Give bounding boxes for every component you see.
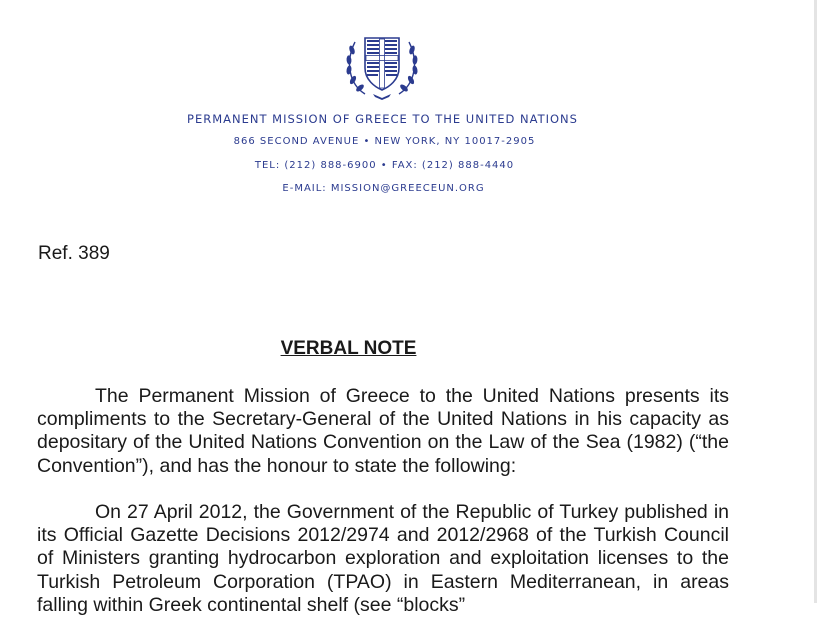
- letterhead-phone-fax: TEL: (212) 888-6900 • FAX: (212) 888-4440: [254, 160, 515, 171]
- letterhead-email: E-MAIL: MISSION@GREECEUN.ORG: [282, 183, 485, 194]
- reference-number: Ref. 389: [38, 243, 110, 264]
- letterhead-mission-name: PERMANENT MISSION OF GREECE TO THE UNITED NATIONS: [187, 112, 578, 126]
- letterhead-address: 866 SECOND AVENUE • NEW YORK, NY 10017-2905: [233, 136, 536, 147]
- body-paragraph: The Permanent Mission of Greece to the United Nations presents its compliments to the Secretary-General of the United Nations in his capacity as depositary of the United Nations Convention on the Law of the Sea (1982) (“the Convention”), and has the honour to state the following:: [37, 385, 729, 477]
- document-title: VERBAL NOTE: [280, 338, 417, 359]
- body-paragraph: On 27 April 2012, the Government of the Republic of Turkey published in its Official Gazette Decisions 2012/2974 and 2012/2968 of the Turkish Council of Ministers granting hydrocarbon exploration and exploitation licenses to the Turkish Petroleum Corporation (TPAO) in Eastern Mediterranean, in areas falling within Greek continental shelf (see “blocks”: [37, 501, 729, 616]
- greek-coat-of-arms-icon: [343, 24, 421, 102]
